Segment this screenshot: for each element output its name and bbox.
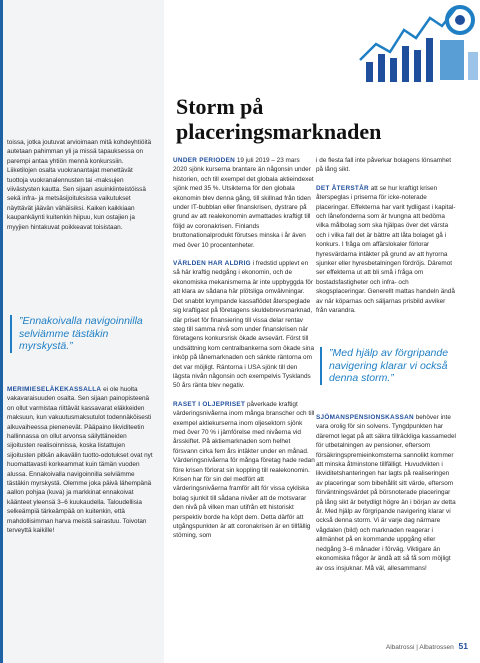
pull-quote-swedish: ”Med hjälp av förgripande navigering klarar vi också denna storm.”	[320, 347, 457, 385]
page-edge-strip	[0, 0, 3, 663]
swedish-text-column-1	[173, 156, 315, 541]
stock-chart-illustration	[356, 0, 480, 86]
paragraph	[7, 385, 153, 536]
paragraph-body: behöver inte vara orolig för sin solvens. Tyngdpunkten har däremot legat på att säkra tillräckliga kassamedel för utbetalningen av pensioner, eftersom försäkringspremieinkomsterna sannolikt kommer att minska åtminstone tillfälligt. Huvudvikten i likviditetshanteringen har lagts på realiseringen av placeringar som bibehållit sitt värde, eftersom förväntningsvärdet på börsnoterade placeringar på lång sikt är betydligt högre än i början av detta år. Med hjälp av förgripande navigering klarar vi också denna storm. Vi är varje dag närmare vågdalen (bild) och marknaden reagerar i allmänhet på en kommande uppgång eller nedgång 3–6 månader i förväg. Viktigare än ekonomiska frågor är ändå att så få som möjligt av oss insjuknar. Må väl, allesammans!	[316, 414, 456, 572]
swedish-text-column-2	[316, 156, 456, 316]
paragraph-lead: DET ÅTERSTÅR	[316, 184, 369, 192]
paragraph	[173, 400, 315, 541]
paragraph: i de flesta fall inte påverkar bolagens lönsamhet på lång sikt.	[316, 157, 451, 174]
article-title: Storm på placeringsmarknaden	[176, 94, 382, 144]
paragraph-body: påverkade kraftigt värderingsnivåerna inom många branscher och till exempel aktiekurserna inom oljesektorn sjönk med över 70 % i jämförelse med nivåerna vid årsskiftet. På aktiemarknaden som helhet försvann cirka fem års intäkter under en månad. Värderingsnivåerna för många företag hade redan före krisen förlorat sin koppling till realekonomin. Krisen har för sin del medfört att värderingsnivåerna framför allt för vissa cykliska bolag sjunkit till sådana nivåer att de motsvarar den nivå på vilken man utifrån ett historiskt perspektiv borde ha köpt dem. Detta därför att utgångspunkten är att coronakrisen är en tillfällig störning, som	[173, 400, 315, 540]
page-footer	[386, 641, 468, 651]
finnish-text-column-lower	[7, 385, 153, 536]
paragraph-lead: SJÖMANSPENSIONSKASSAN	[316, 414, 414, 421]
paragraph-body: 19 juli 2019 – 23 mars 2020 sjönk kurserna brantare än någonsin under historien, och till exempel det globala aktieindexet sjönk med 35 %. Utsikterna för den globala ekonomin blev denna gång, till skillnad från tiden under IT-bubblan eller finanskrisen, dystrare på grund av att realekonomin avmattades kraftigt till följd av coronakrisen. Finlands bruttonationalprodukt förutses minska i år även med över 10 procentenheter.	[173, 157, 314, 249]
paragraph-lead: UNDER PERIODEN	[173, 157, 236, 164]
paragraph	[173, 259, 315, 391]
paragraph	[173, 156, 315, 250]
pull-quote-finnish: ”Ennakoivalla navigoinnilla selviämme tästäkin myrskystä.”	[10, 315, 151, 353]
paragraph-lead: MERIMIESELÄKEKASSALLA	[7, 386, 102, 393]
swedish-text-column-2-lower	[316, 413, 456, 573]
paragraph-body: ei ole huolta vakavaraisuuden osalta. Sen sijaan painopisteenä on ollut varmistaa riittävät kassavarat eläkkeiden maksuun, kun vakuutusmaksutulot todennäköisesti alkuvaiheessa pienenevät. Pääpaino likviditeetin hallinnassa on ollut arvonsa säilyttäneiden sijoitusten realisoinnissa, koska listattujen sijoitusten pitkän aikavälin tuotto-odotukset ovat nyt huomattavasti korkeammat kuin tämän vuoden alussa. Ennakoivalla navigoinnilla selviämme tästäkin myrskystä. Olemme joka päivä lähempänä aallon pohjaa (kuva) ja markkinat ennakoivat käänteet yleensä 3–6 kuukaudella. Taloudellisia selkeämpiä tärkeämpää on kuitenkin, että mahdollisimman harva meistä sairastuu. Toivotan terveyttä kaikille!	[7, 386, 153, 535]
page-number: 51	[458, 641, 468, 651]
finnish-text-column	[7, 138, 153, 232]
paragraph: toissa, jotka joutuvat arvioimaan mitä kohdeyhtiöitä autetaan pahimman yli ja missä tapauksessa on parempi antaa yhtiön mennä konkurssiin. Liiketilojen osalta vuokranantajat menettävät tuottoja vuokranalennusten tai -maksujen viivästysten kautta. Sen sijaan asuinkiinteistöissä sekä infra- ja metsäsijoituksissa vaikutukset näyttävät jäävän vähäisiksi. Kaiken kaikkiaan kaupankäynti kuitenkin hiipuu, kun ostajien ja myyjien hintakuvat poikkeavat toisistaan.	[7, 139, 152, 231]
paragraph	[316, 413, 456, 573]
magazine-name: Albatrossi | Albatrossen	[385, 644, 454, 651]
paragraph-lead: RASET I OLJEPRISET	[173, 400, 246, 408]
paragraph	[316, 184, 456, 316]
paragraph-body: i fredstid upplevt en så här kraftig nedgång i ekonomin, och de ekonomiska mekanismerna är inte uppbyggda för att klara av sådana här plötsliga omvälvningar. Det snabbt krympande kassaflödet återspeglade sig kraftigast på företagens skuldebrevsmarknad, där priset för finansiering till vissa delar rentav steg till samma nivå som under finanskrisen när företagens konkursrisk ökade avsevärt. Först till undsättning kom centralbankerna som ökade sina inköp på lånemarknaden och sänkte räntorna om det var möjligt. Räntorna i USA sjönk till den lägsta nivån någonsin och exempelvis Tysklands 50 års ränta blev negativ.	[173, 260, 315, 390]
paragraph-lead: VÄRLDEN HAR ALDRIG	[173, 260, 251, 268]
paragraph-body: att se hur kraftigt krisen återspeglas i priserna för icke-noterade placeringar. Effekterna har varit tydligast i kapital- och lånefonderna som är tvungna att bedöma vilka målbolag som ska hjälpas över det värsta och i vilka fall det är bättre att låta bolaget gå i konkurs. I fråga om affärslokaler förlorar hyresvärdarna intäkter på grund av att hyrorna sjunker eller hyresbetalningen fördröjs. Däremot ser effekterna ut att bli små i fråga om bostadsfastigheter och infra- och skogsplaceringar. Generellt mattas handeln ändå av när köparnas och säljarnas prisbild avviker från varandra.	[316, 184, 456, 315]
